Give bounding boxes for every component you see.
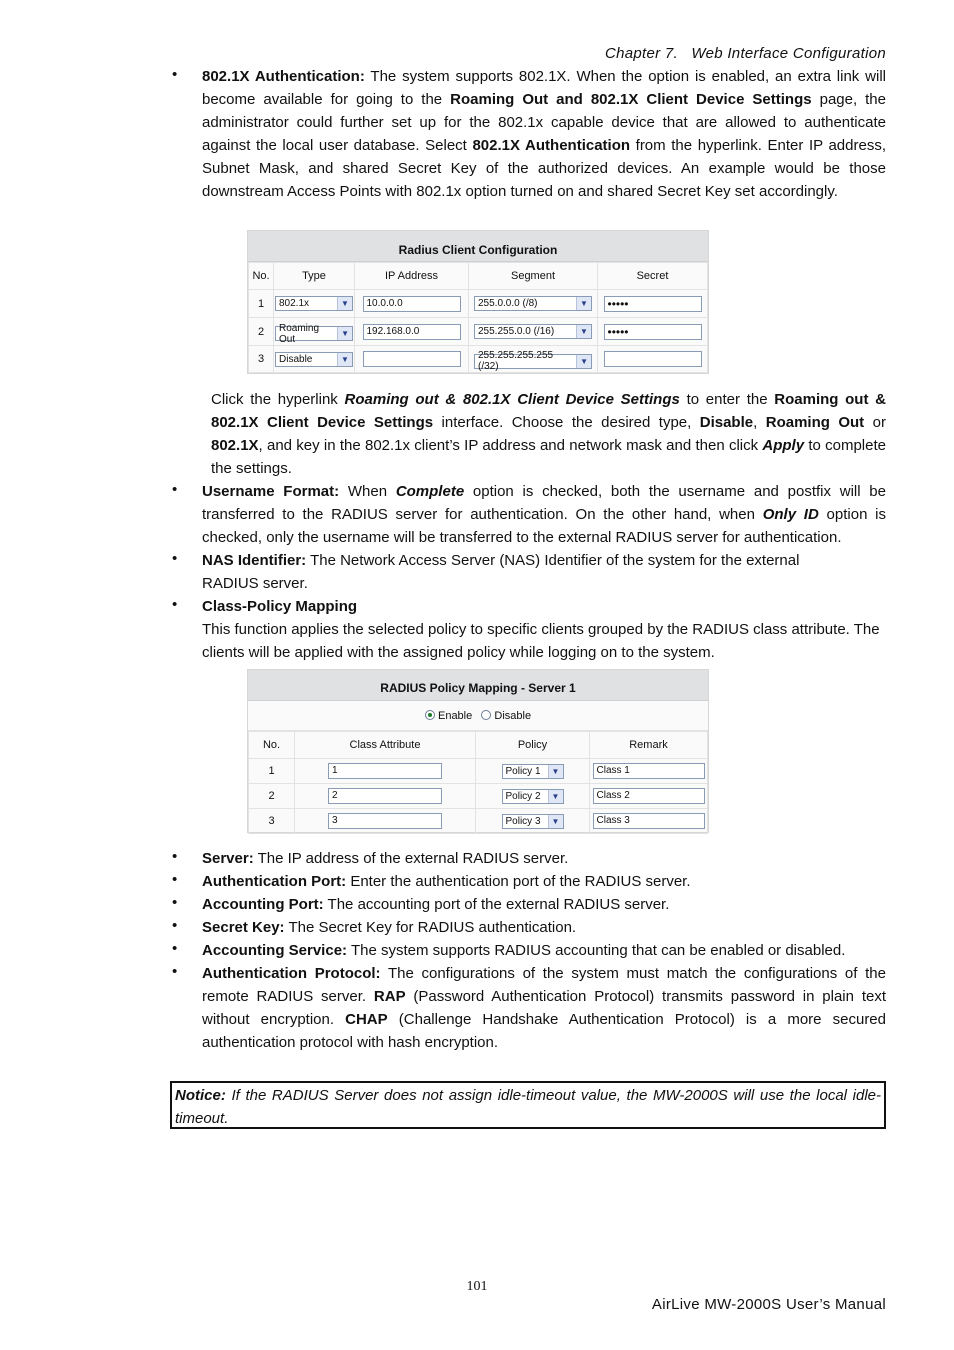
term: Authentication Port: [202,873,347,890]
term: Server: [202,850,254,867]
segment-select[interactable]: 255.255.0.0 (/16) ▼ [474,324,592,339]
col-type: Type [274,263,355,290]
table-header-row [249,732,708,759]
col-no: No. [249,732,295,759]
bullet-username-format: Username Format: When Complete option is checked, both the username and postfix will be transferred to the RADIUS server for authentication. On the other hand, when Only ID option is checked, only the username will be transferred to the external RADIUS server for authentication. [202,483,887,546]
chevron-down-icon: ▼ [576,355,591,368]
term: Accounting Port: [202,896,324,913]
class-attribute-input[interactable]: 3 [328,813,442,829]
chevron-down-icon: ▼ [576,297,591,310]
row-no: 1 [249,759,295,784]
term: NAS Identifier: [202,552,307,569]
segment-select[interactable]: 255.255.255.255 (/32) ▼ [474,354,592,369]
col-secret: Secret [598,263,708,290]
bullet-dot: • [172,550,178,567]
row-no: 1 [249,290,274,318]
bullet-dot: • [172,940,178,957]
segment-select[interactable]: 255.0.0.0 (/8) ▼ [474,296,592,311]
chevron-down-icon: ▼ [576,325,591,338]
chapter-title: Web Interface Configuration [691,45,886,62]
policy-select[interactable]: Policy 2 ▼ [502,789,564,804]
chevron-down-icon: ▼ [337,297,352,310]
bullet-class-policy-mapping: Class-Policy Mapping This function applies the selected policy to specific clients grouped by the RADIUS class attribute. The clients will be applied with the assigned policy while logging on to the system. [202,598,880,661]
bullet-server: Server: The IP address of the external RADIUS server. [202,850,569,867]
class-attribute-input[interactable]: 2 [328,788,442,804]
col-ip-address: IP Address [355,263,469,290]
policy-mapping-table [248,731,708,834]
type-select[interactable]: 802.1x ▼ [275,296,353,311]
type-select[interactable]: Disable ▼ [275,352,353,367]
bullet-8021x-authentication: 802.1X Authentication: The system supports 802.1X. When the option is enabled, an extra link will become available for going to the Roaming Out and 802.1X Client Device Settings page, the administrator could further set up for the 802.1x capable device that are allowed to authenticate against the local user database. Select 802.1X Authentication from the hyperlink. Enter IP address, Subnet Mask, and shared Secret Key of the authorized devices. An example would be those downstream Access Points with 802.1x option turned on and shared Secret Key set accordingly. [202,68,886,200]
panel-title: RADIUS Policy Mapping - Server 1 [248,670,708,701]
disable-radio[interactable] [481,710,491,720]
term: Secret Key: [202,919,285,936]
panel-title: Radius Client Configuration [248,231,708,262]
page-number: 101 [466,1279,488,1294]
term: Authentication Protocol: [202,965,381,982]
chevron-down-icon: ▼ [337,327,352,340]
class-attribute-input[interactable]: 1 [328,763,442,779]
enable-radio[interactable] [425,710,435,720]
radius-policy-mapping-panel [247,669,709,833]
bullet-authentication-protocol: Authentication Protocol: The configurations of the system must match the configurations of the remote RADIUS server. RAP (Password Authentication Protocol) transmits password in plain text without encryption. CHAP (Challenge Handshake Authentication Protocol) is a more secured authentication protocol with hash encryption. [202,965,886,1051]
col-class-attribute: Class Attribute [295,732,476,759]
bullet-authentication-port: Authentication Port: Enter the authentication port of the RADIUS server. [202,873,691,890]
bullet-dot: • [172,917,178,934]
bullet-dot: • [172,848,178,865]
page-header [605,45,886,62]
row-no: 2 [249,784,295,809]
remark-input[interactable]: Class 2 [593,788,705,804]
type-select[interactable]: Roaming Out ▼ [275,326,353,341]
table-row [249,784,708,809]
radius-client-table [248,262,708,373]
bullet-nas-identifier: NAS Identifier: The Network Access Server (NAS) Identifier of the system for the external RADIUS server. [202,552,800,592]
bullet-dot: • [172,871,178,888]
manual-footer: AirLive MW-2000S User’s Manual [651,1296,886,1313]
table-row [249,290,708,318]
secret-input[interactable]: ••••• [604,296,702,312]
radius-client-configuration-panel [247,230,709,374]
table-row [249,346,708,373]
secret-input[interactable] [604,351,702,367]
bullet-dot: • [172,66,178,83]
enable-label: Enable [437,710,473,722]
chapter-label: Chapter 7. [604,45,678,62]
bullet-secret-key: Secret Key: The Secret Key for RADIUS authentication. [202,919,577,936]
col-remark: Remark [590,732,708,759]
chevron-down-icon: ▼ [548,765,563,778]
notice-box [170,1081,886,1129]
table-header-row [249,263,708,290]
click-hyperlink-paragraph: Click the hyperlink Roaming out & 802.1X Client Device Settings to enter the Roaming out & 802.1X Client Device Settings interface. Choose the desired type, Disable, Roaming Out or 802.1X, and key in the 802.1x client’s IP address and network mask and then click Apply to complete the settings. [211,391,887,477]
table-row [249,318,708,346]
row-no: 2 [249,318,274,346]
term: Class-Policy Mapping [202,598,358,615]
bullet-accounting-port: Accounting Port: The accounting port of the external RADIUS server. [202,896,670,913]
col-policy: Policy [476,732,590,759]
bullet-accounting-service: Accounting Service: The system supports RADIUS accounting that can be enabled or disabled. [202,942,846,959]
remark-input[interactable]: Class 3 [593,813,705,829]
bullet-dot: • [172,894,178,911]
col-segment: Segment [469,263,598,290]
policy-select[interactable]: Policy 3 ▼ [502,814,564,829]
row-no: 3 [249,809,295,834]
disable-label: Disable [494,710,532,722]
ip-address-input[interactable]: 10.0.0.0 [363,296,461,312]
chevron-down-icon: ▼ [548,815,563,828]
ip-address-input[interactable] [363,351,461,367]
table-row [249,809,708,834]
bullet-dot: • [172,481,178,498]
policy-select[interactable]: Policy 1 ▼ [502,764,564,779]
remark-input[interactable]: Class 1 [593,763,705,779]
term: 802.1X Authentication: [202,68,365,85]
row-no: 3 [249,346,274,373]
term: Accounting Service: [202,942,348,959]
secret-input[interactable]: ••••• [604,324,702,340]
bullet-dot: • [172,596,178,613]
enable-disable-row [248,701,708,731]
bullet-dot: • [172,963,178,980]
notice-label: Notice: [175,1087,226,1104]
ip-address-input[interactable]: 192.168.0.0 [363,324,461,340]
term: Username Format: [202,483,340,500]
chevron-down-icon: ▼ [548,790,563,803]
chevron-down-icon: ▼ [337,353,352,366]
col-no: No. [249,263,274,290]
notice-text: If the RADIUS Server does not assign idle-timeout value, the MW-2000S will use the local idle-timeout. [175,1087,881,1127]
table-row [249,759,708,784]
